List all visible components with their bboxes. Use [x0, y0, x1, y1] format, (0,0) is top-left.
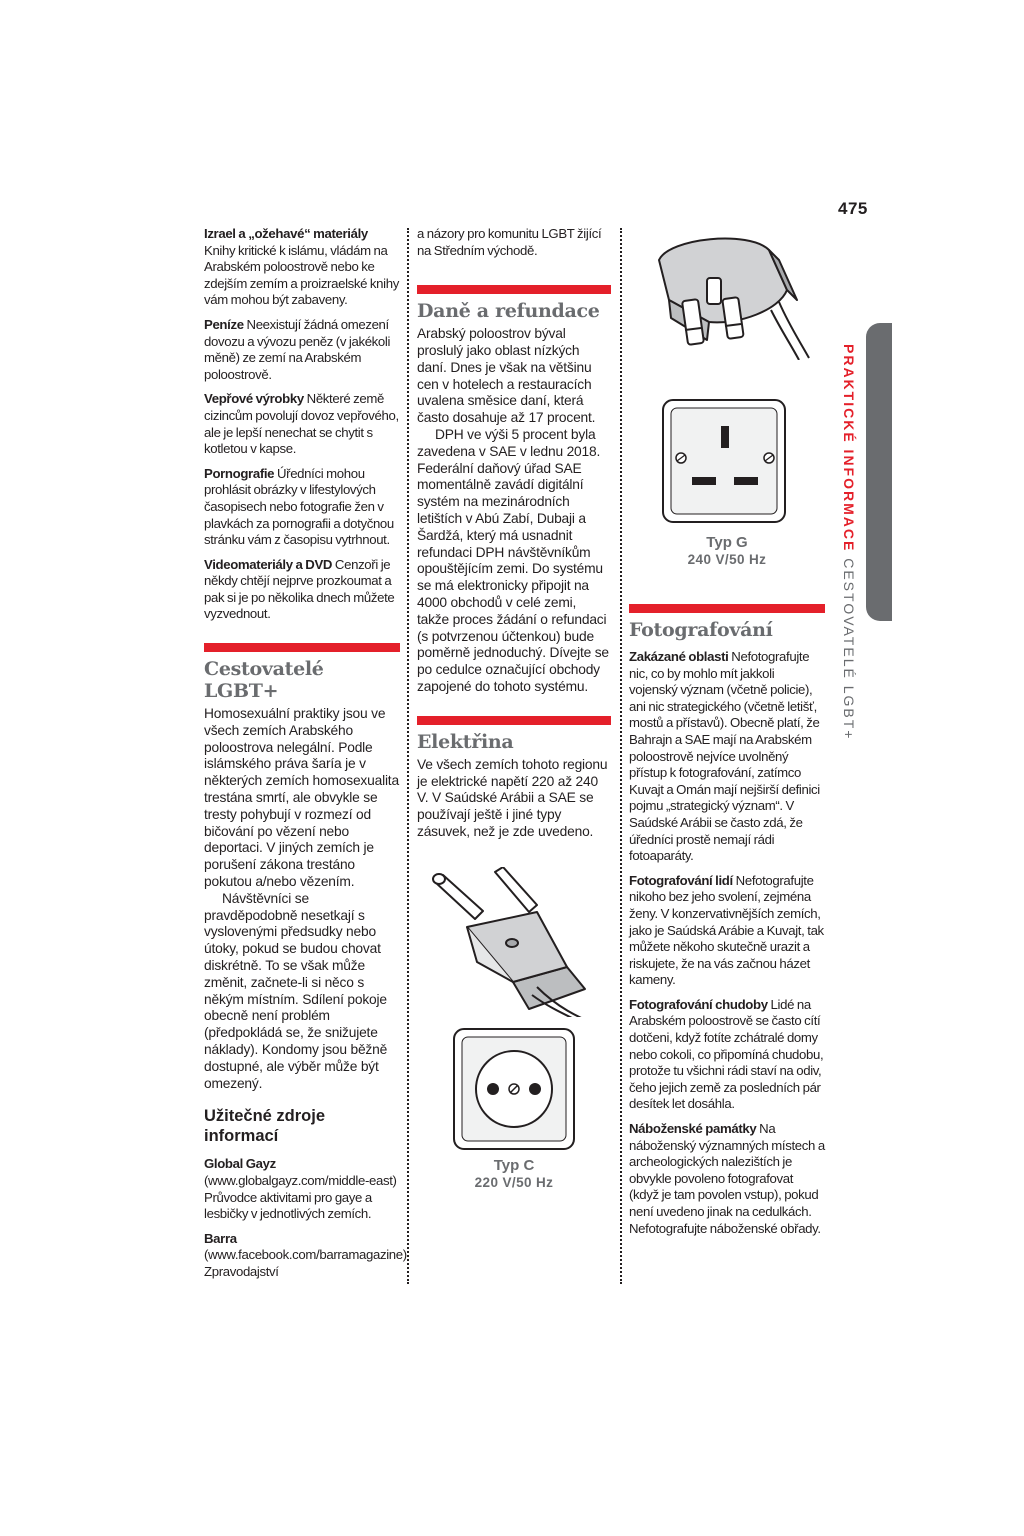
entry-text: Knihy kritické k islámu, vládám na Arabském poloostrově nebo ke zdejším zemím a proizraelské knihy vám mohou být zabaveny. [204, 242, 399, 308]
entry-term: Peníze [204, 316, 244, 332]
lgbt-paragraph-1: Homosexuální praktiky jsou ve všech zemích Arabského poloostrova nelegální. Podle islámského práva šaría je v některých zemích homosexualita trestána smrtí, ale obvykle se tresty pohybují v rozmezí od bičování po vězení nebo deportaci. V jiných zemích je porušení zákona trestáno pokutou a/nebo vězením. [204, 706, 399, 890]
heading-electricity: Elektřina [417, 730, 514, 753]
entry-forbidden-areas [629, 649, 825, 865]
plug-type-c-spec: 220 V/50 Hz [474, 1174, 554, 1190]
entry-text: Lidé na Arabském poloostrově se často cítí dotčeni, když fotíte zchátralé domy nebo cokoli, co připomíná chudobu, protože tu všichni rádi staví na odiv, čeho jejich země za posledních pár desítek let dosáhla. [629, 996, 824, 1112]
entry-religious-sites [629, 1121, 825, 1237]
entry-text: Úředníci mohou prohlásit obrázky v lifestylových časopisech nebo fotografie žen v plavkách za pornografii a dotyčnou stránku vám z časopisu vytrhnout. [204, 465, 394, 548]
entry-text: (www.facebook.com/barramagazine) Zpravodajství [204, 1247, 407, 1279]
column-divider-1 [407, 228, 409, 1284]
entry-term: Náboženské památky [629, 1121, 757, 1137]
tax-paragraph-2: DPH ve výši 5 procent byla zavedena v SAE v lednu 2018. Federální daňový úřad SAE momentálně zavádí digitální systém na mezinárodních letištích v Abú Zabí, Dubaji a Šardžá, který má usnadnit refundaci DPH návštěvníkům opouštějícím zemi. Do systému se má elektronicky připojit na 4000 obchodů v celé zemi, takže proces žádání o refundaci (s potvrzenou účtenkou) bude poměrně jednoduchý. Dívejte se po cedulce označující obchody zapojené do tohoto systému. [417, 426, 609, 694]
tax-paragraph-1: Arabský poloostrov býval proslulý jako oblast nízkých daní. Dnes je však na většinu cen v hotelech a restauracích uvalena směsice daní, která často dosahuje až 17 procent. [417, 326, 596, 426]
plug-type-g-spec: 240 V/50 Hz [687, 552, 767, 567]
resource-global-gayz [204, 1156, 400, 1222]
section-topic: CESTOVATELÉ LGBT+ [841, 558, 857, 741]
plug-type-g-label: Typ G [706, 534, 748, 551]
entry-pork [204, 391, 400, 457]
heading-lgbt: Cestovatelé LGBT+ [204, 658, 324, 703]
entry-term: Fotografování lidí [629, 872, 733, 888]
page-number: 475 [838, 199, 868, 218]
entry-text: (www.globalgayz.com/middle-east) Průvodce aktivitami pro gaye a lesbičky v jednotlivých zemích. [204, 1172, 397, 1222]
electricity-paragraph: Ve všech zemích tohoto regionu je elektrické napětí 220 až 240 V. V Saúdské Arábii a SAE se používají ještě i jiné typy zásuvek, než je zde uvedeno. [417, 756, 608, 839]
entry-text: Některé země cizincům povolují dovoz vepřového, ale je lepší nenechat se chytit s kotletou v kapse. [204, 391, 399, 457]
lgbt-continuation: a názory pro komunitu LGBT žijící na Středním východě. [417, 226, 602, 258]
heading-tax: Daně a refundace [417, 300, 600, 323]
column-divider-2 [620, 228, 622, 1284]
socket-type-g-illustration [629, 398, 825, 526]
entry-israel [204, 226, 400, 309]
entry-text: Neexistují žádná omezení dovozu a vývozu peněz (v jakékoli měně) ze zemí na Arabském poloostrově. [204, 316, 391, 382]
entry-photographing-people [629, 873, 825, 989]
entry-term: Vepřové výrobky [204, 391, 304, 407]
heading-resources: Užitečné zdroje informací [204, 1107, 326, 1146]
plug-type-g-illustration [629, 230, 825, 360]
plug-type-c-label: Typ C [493, 1156, 535, 1174]
entry-term: Fotografování chudoby [629, 996, 768, 1012]
section-name: PRAKTICKÉ INFORMACE [841, 344, 857, 553]
entry-text: Nefotografujte nikoho bez jeho svolení, zejména ženy. V konzervativnějších zemích, jako je Saúdská Arábie a Kuvajt, tak můžete někoho skutečně urazit a riskujete, že na vás začnou házet kameny. [629, 872, 824, 988]
entry-term: Barra [204, 1230, 237, 1246]
section-bar-tax [417, 285, 611, 294]
section-tab [866, 323, 892, 621]
section-running-head [841, 344, 857, 740]
entry-video [204, 557, 400, 623]
entry-term: Videomateriály a DVD [204, 556, 333, 572]
entry-pornography [204, 466, 400, 549]
column-1 [204, 226, 407, 1289]
column-2 [417, 226, 611, 1191]
entry-text: Na náboženský významných místech a archeologických nalezištích je obvykle povoleno fotografovat (když je tam povolen vstup), pokud není uvedeno jinak na cedulkách. Nefotografujte náboženské obřady. [629, 1121, 825, 1236]
resource-barra [204, 1230, 407, 1281]
lgbt-paragraph-2: Návštěvníci se pravděpodobně nesetkají s vyslovenými předsudky nebo útoky, pokud se budou chovat diskrétně. To se však může změnit, začnete-li si něco s někým místním. Sdílení pokoje obecně není problém (předpokládá se, že snižujete náklady). Kondomy jsou běžně dostupné, ale výběr může být omezený. [204, 890, 388, 1091]
entry-money [204, 317, 400, 383]
entry-term: Pornografie [204, 465, 275, 481]
section-bar-photography [629, 604, 825, 613]
entry-photographing-poverty [629, 997, 825, 1113]
entry-text: Nefotografujte nic, co by mohlo mít jakkoli vojenský význam (včetně policie), ani nic strategického (včetně letišť, mostů a přístavů). Obecně platí, že Bahrajn a SAE mají na Arabském poloostrově nejvíce uvolněný přístup k fotografování, zatímco Kuvajt a Omán mají nejširší definici pojmu „strategický význam“. V Saúdské Arábii se často zdá, že úředníci prostě nemají rádi fotoaparáty. [629, 649, 820, 864]
heading-photography: Fotografování [629, 619, 773, 641]
section-bar-electricity [417, 716, 611, 725]
entry-term: Zakázané oblasti [629, 649, 729, 664]
column-3 [629, 230, 825, 1245]
entry-term: Izrael a „ožehavé“ materiály [204, 226, 368, 241]
plug-type-c-illustration [417, 867, 611, 1017]
entry-term: Global Gayz [204, 1156, 276, 1172]
socket-type-c-illustration [417, 1027, 611, 1151]
section-bar-lgbt [204, 643, 400, 652]
entry-text: Cenzoři je někdy chtějí nejprve prozkoumat a pak si je po několika dnech můžete vyzvednout. [204, 556, 395, 622]
